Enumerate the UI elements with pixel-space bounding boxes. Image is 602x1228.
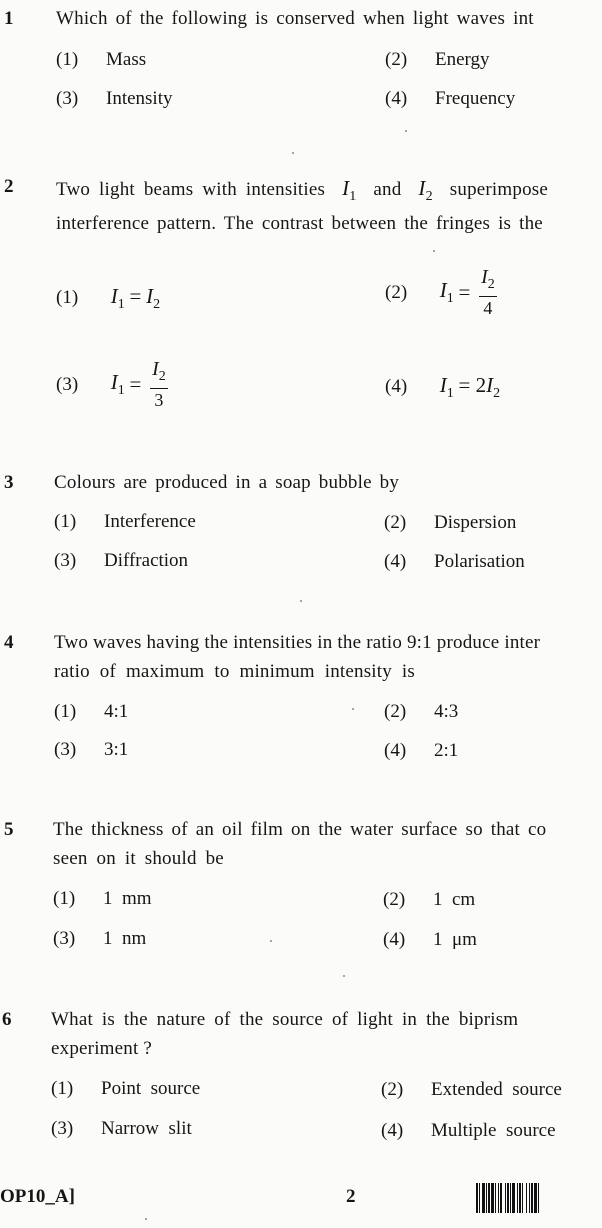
option: (2) Extended source	[381, 1079, 562, 1100]
scan-speck	[300, 600, 302, 602]
option: (3) $I_1$ = $\frac{I_2}{3}$	[56, 358, 166, 410]
question-number: 1	[4, 8, 14, 29]
option: (3) 1 nm	[53, 928, 147, 949]
question-number: 5	[4, 819, 14, 840]
question-text: Colours are produced in a soap bubble by	[54, 472, 400, 493]
question-text: What is the nature of the source of light in the biprism	[51, 1009, 519, 1030]
question-text-line: seen on it should be	[53, 848, 224, 869]
option: (2) 4:3	[384, 701, 459, 722]
question-text: Which of the following is conserved when light waves int	[56, 8, 534, 29]
option: (4) Polarisation	[384, 551, 525, 572]
option: (3) 3:1	[54, 739, 129, 760]
question-text-line: interference pattern. The contrast between the fringes is the	[56, 213, 543, 234]
option: (1) 4:1	[54, 701, 129, 722]
option: (4) 1 μm	[383, 929, 477, 950]
option: (3) Intensity	[56, 88, 173, 109]
question-text-line: experiment ?	[51, 1038, 153, 1059]
scan-speck	[343, 975, 345, 977]
option: (1) 1 mm	[53, 888, 152, 909]
question-text: Two waves having the intensities in the ratio 9:1 produce inter	[54, 632, 541, 653]
option: (1) Point source	[51, 1078, 201, 1099]
option: (1) Interference	[54, 511, 196, 532]
question-number: 3	[4, 472, 14, 493]
scan-speck	[405, 130, 407, 132]
option: (2) 1 cm	[383, 889, 476, 910]
option: (3) Diffraction	[54, 550, 189, 571]
scan-speck	[270, 940, 272, 942]
question-number: 4	[4, 632, 14, 653]
scan-speck	[433, 250, 435, 252]
option: (2) Energy	[385, 49, 490, 70]
scan-speck	[292, 152, 294, 154]
question-number: 6	[2, 1009, 12, 1030]
option: (1) Mass	[56, 49, 147, 70]
option: (1) $I_1 = I_2$	[56, 284, 161, 312]
question-number: 2	[4, 176, 14, 197]
question-text: The thickness of an oil film on the water surface so that co	[53, 819, 547, 840]
barcode-bar	[539, 1183, 541, 1213]
option: (4) Frequency	[385, 88, 516, 109]
option: (2) $I_1$ = $\frac{I_2}{4}$	[385, 266, 495, 318]
question-text: Two light beams with intensities $I_1$ and $I_2$ superimpose	[56, 176, 549, 204]
scan-speck	[145, 1218, 147, 1220]
option: (4) 2:1	[384, 740, 459, 761]
option: (3) Narrow slit	[51, 1118, 192, 1139]
option: (4) $I_1 = 2I_2$	[385, 373, 501, 401]
scan-speck	[352, 708, 354, 710]
option: (4) Multiple source	[381, 1120, 556, 1141]
page-number: 2	[346, 1186, 356, 1207]
option: (2) Dispersion	[384, 512, 517, 533]
barcode	[476, 1183, 602, 1213]
question-text-line: ratio of maximum to minimum intensity is	[54, 661, 415, 682]
paper-code: OP10_A]	[0, 1186, 75, 1207]
